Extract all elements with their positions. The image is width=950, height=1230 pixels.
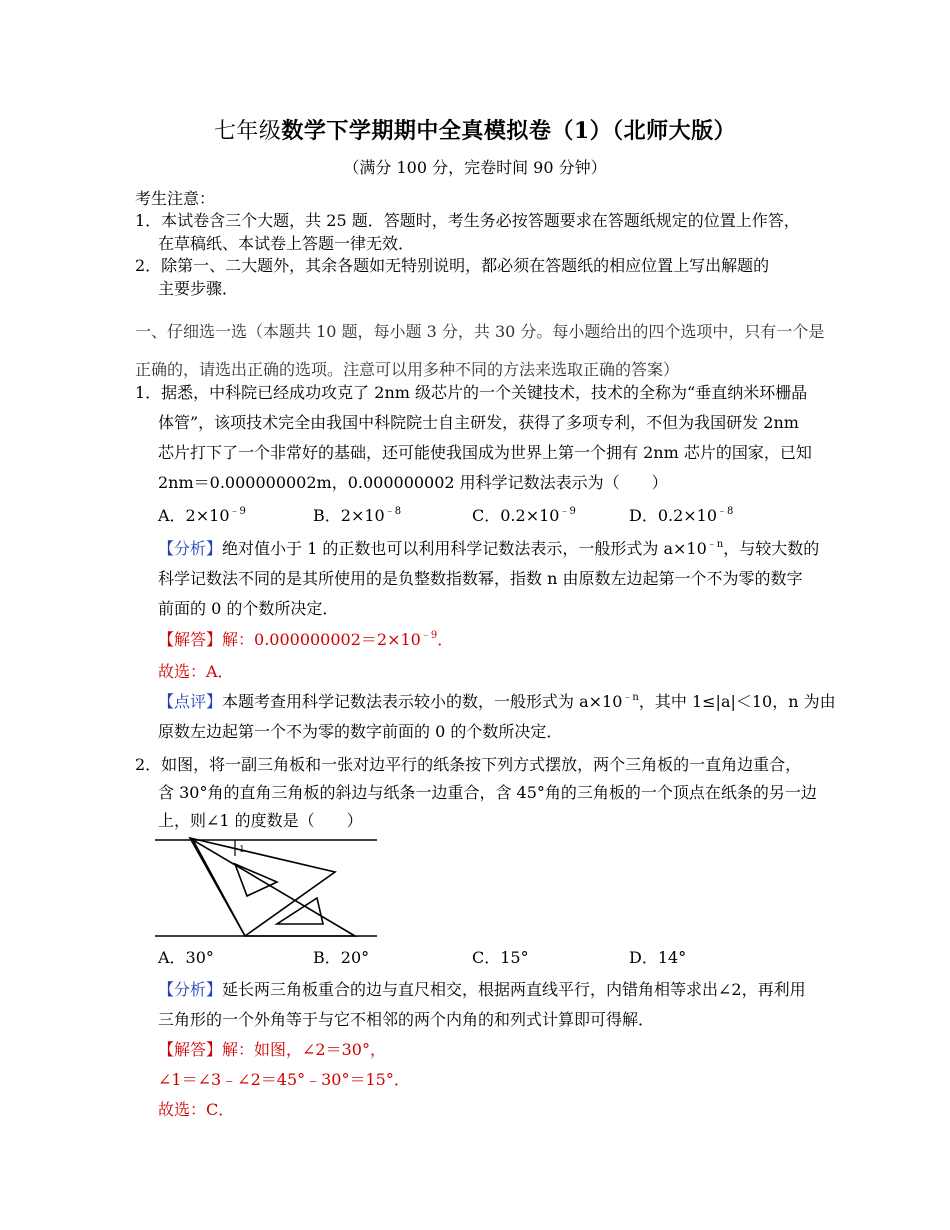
q2-answer-line-2: ∠1＝∠3﹣∠2＝45°﹣30°＝15°． — [158, 1070, 410, 1089]
q1-answer — [158, 630, 453, 650]
q2-option-a: A．30° — [158, 948, 214, 967]
q1-analysis-exp: ﹣n — [706, 539, 724, 550]
notes-item-1: 1．本试卷含三个大题，共 25 题．答题时，考生务必按答题要求在答题纸规定的位置上作答， — [135, 211, 800, 230]
title-main: 数学下学期期中全真模拟卷（1）（北师大版） — [281, 118, 737, 144]
q1-option-c-exp: ﹣9 — [559, 506, 576, 517]
q1-answer-exp: ﹣9 — [420, 630, 438, 641]
q1-answer-tail: ． — [437, 630, 454, 649]
q2-choice: 故选：C． — [158, 1100, 235, 1119]
q1-stem-line-3: 芯片打下了一个非常好的基础，还可能使我国成为世界上第一个拥有 2nm 芯片的国家，已知 — [158, 443, 812, 462]
q1-comment-tag: 【点评】 — [158, 692, 223, 711]
q2-stem-line-1: 2．如图，将一副三角板和一张对边平行的纸条按下列方式摆放，两个三角板的一直角边重合， — [135, 755, 802, 774]
q2-answer-text: 解：如图，∠2＝30°， — [222, 1040, 386, 1059]
q1-answer-tag: 【解答】 — [158, 630, 223, 649]
section-heading: 一、仔细选一选（本题共 10 题，每小题 3 分，共 30 分。每小题给出的四个选项中，只有一个是 — [135, 322, 825, 341]
q1-option-b-text: B．2×10 — [313, 506, 385, 525]
q2-option-d: D．14° — [629, 948, 687, 967]
notes-item-1-cont: 在草稿纸、本试卷上答题一律无效． — [158, 234, 415, 253]
q1-comment-text: 本题考查用科学记数法表示较小的数，一般形式为 a×10 — [222, 692, 623, 711]
q1-answer-text: 解：0.000000002＝2×10 — [222, 630, 421, 649]
notes-item-2: 2．除第一、二大题外，其余各题如无特别说明，都必须在答题纸的相应位置上写出解题的 — [135, 256, 770, 275]
q1-analysis-tail: ，与较大数的 — [723, 539, 820, 558]
section-heading-cont: 正确的，请选出正确的选项。注意可以用多种不同的方法来选取正确的答案） — [135, 360, 680, 379]
q2-option-b: B．20° — [313, 948, 370, 967]
q2-stem-line-3: 上，则∠1 的度数是（ ） — [158, 811, 363, 830]
q1-comment-tail: ，其中 1≤|a|＜10，n 为由 — [638, 692, 836, 711]
q2-analysis-line-1 — [158, 980, 806, 1000]
q1-option-c — [472, 506, 576, 526]
q1-option-d — [629, 506, 733, 526]
triangle-45-degree — [190, 838, 335, 936]
q1-option-d-exp: ﹣8 — [717, 506, 734, 517]
q1-comment-line-2: 原数左边起第一个不为零的数字前面的 0 的个数所决定． — [158, 722, 563, 741]
q1-analysis-line-1 — [158, 539, 819, 559]
q2-analysis-text: 延长两三角板重合的边与直尺相交，根据两直线平行，内错角相等求出∠2，再利用 — [222, 980, 806, 999]
q1-option-a-exp: ﹣9 — [229, 506, 246, 517]
q1-analysis-text: 绝对值小于 1 的正数也可以利用科学记数法表示，一般形式为 a×10 — [222, 539, 707, 558]
q1-option-b-exp: ﹣8 — [384, 506, 402, 517]
q1-comment-line-1 — [158, 692, 836, 712]
q1-option-b — [313, 506, 401, 526]
q1-analysis-line-2: 科学记数法不同的是其所使用的是负整数指数幂，指数 n 由原数左边起第一个不为零的数字 — [158, 569, 803, 588]
title-prefix: 七年级 — [213, 119, 282, 144]
q2-analysis-line-2: 三角形的一个外角等于与它不相邻的两个内角的和列式计算即可得解． — [158, 1010, 655, 1029]
q2-analysis-tag: 【分析】 — [158, 980, 223, 999]
q1-stem-line-1: 1．据悉，中科院已经成功攻克了 2nm 级芯片的一个关键技术，技术的全称为“垂直纳米环栅晶 — [135, 383, 808, 402]
notes-heading: 考生注意： — [135, 189, 216, 208]
q2-figure — [155, 832, 380, 940]
q1-stem-line-4: 2nm＝0.000000002m，0.000000002 用科学记数法表示为（ ） — [158, 473, 668, 492]
q1-analysis-line-3: 前面的 0 的个数所决定． — [158, 599, 339, 618]
q1-option-c-text: C．0.2×10 — [472, 506, 560, 525]
q1-analysis-tag: 【分析】 — [158, 539, 223, 558]
q1-option-a — [158, 506, 246, 526]
notes-item-2-cont: 主要步骤． — [158, 279, 239, 298]
q1-option-d-text: D．0.2×10 — [629, 506, 718, 525]
q2-stem-line-2: 含 30°角的直角三角板的斜边与纸条一边重合，含 45°角的三角板的一个顶点在纸条的另一边 — [158, 783, 817, 802]
angle-1-label: 1 — [239, 843, 245, 855]
q1-choice: 故选：A． — [158, 662, 234, 681]
q2-option-c: C．15° — [472, 948, 529, 967]
triangle-30-inner-cutout — [277, 898, 323, 924]
page-subtitle: （满分 100 分，完卷时间 90 分钟） — [343, 158, 607, 177]
q1-comment-exp: ﹣n — [622, 692, 639, 703]
q2-answer — [158, 1040, 386, 1060]
q1-stem-line-2: 体管”，该项技术完全由我国中科院院士自主研发，获得了多项专利，不但为我国研发 2nm — [158, 413, 799, 432]
page-title — [0, 114, 950, 145]
q1-option-a-text: A．2×10 — [158, 506, 230, 525]
q2-answer-tag: 【解答】 — [158, 1040, 223, 1059]
